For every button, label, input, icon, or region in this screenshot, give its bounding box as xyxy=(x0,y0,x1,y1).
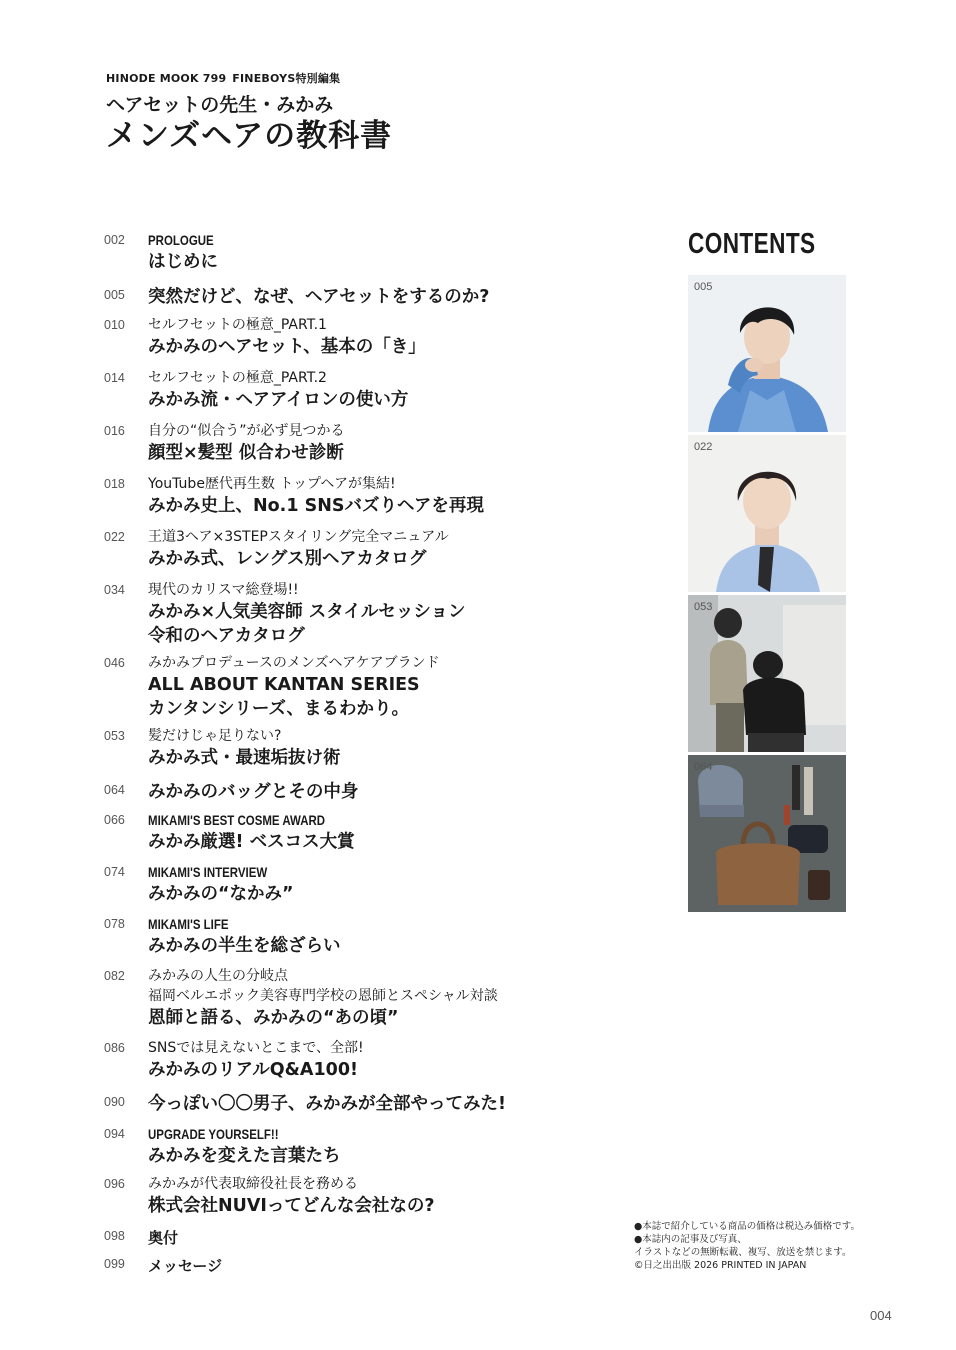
toc-kicker: 現代のカリスマ総登場!! xyxy=(148,582,299,598)
toc-entry-text xyxy=(148,914,341,958)
photo-label: 064 xyxy=(694,761,713,773)
toc-entry-text xyxy=(148,653,440,721)
toc-kicker: 王道3ヘア×3STEPスタイリング完全マニュアル xyxy=(148,529,449,545)
toc-page-number: 094 xyxy=(104,1127,125,1141)
toc-page-number: 018 xyxy=(104,477,125,491)
toc-entry-text xyxy=(148,285,489,309)
toc-entry-text xyxy=(148,966,498,1030)
toc-page-number: 046 xyxy=(104,656,125,670)
toc-entry-text xyxy=(148,368,408,412)
toc-title: 株式会社NUVIってどんな会社なの? xyxy=(148,1196,435,1216)
portrait-blue-shirt-image xyxy=(688,275,846,432)
toc-title: ALL ABOUT KANTAN SERIES xyxy=(148,675,420,695)
toc-page-number: 064 xyxy=(104,783,125,797)
toc-title: はじめに xyxy=(148,252,218,272)
toc-kicker: みかみプロデュースのメンズヘアケアブランド xyxy=(148,655,440,671)
toc-page-number: 086 xyxy=(104,1041,125,1055)
toc-page-number: 005 xyxy=(104,288,125,302)
toc-entry-text xyxy=(148,1092,506,1116)
toc-kicker: みかみの人生の分岐点 xyxy=(148,968,288,984)
toc-title: みかみのリアルQ&A100! xyxy=(148,1060,358,1080)
toc-entry-text xyxy=(148,1174,435,1218)
toc-title: 突然だけど、なぜ、ヘアセットをするのか? xyxy=(148,287,490,307)
page-number: 004 xyxy=(870,1308,892,1323)
toc-title: カンタンシリーズ、まるわかり。 xyxy=(148,699,410,719)
toc-page-number: 099 xyxy=(104,1257,125,1271)
toc-page-number: 098 xyxy=(104,1229,125,1243)
toc-title: みかみのバッグとその中身 xyxy=(148,782,359,802)
note-line: ●本誌で紹介している商品の価格は税込み価格です。 xyxy=(634,1221,861,1232)
book-title: メンズヘアの教科書 xyxy=(106,118,393,154)
toc-kicker: 福岡ベルエポック美容専門学校の恩師とスペシャル対談 xyxy=(148,988,498,1004)
photo-label: 022 xyxy=(694,441,713,453)
toc-page-number: 078 xyxy=(104,917,125,931)
photo-022 xyxy=(688,435,846,592)
toc-title: みかみ式・最速垢抜け術 xyxy=(148,748,341,768)
toc-entry-text xyxy=(148,810,364,854)
photo-064 xyxy=(688,755,846,912)
toc-title: みかみを変えた言葉たち xyxy=(148,1146,341,1166)
toc-kicker: セルフセットの極意_PART.1 xyxy=(148,317,327,333)
note-line: イラストなどの無断転載、複写、放送を禁じます。 xyxy=(634,1247,852,1258)
toc-entry-text xyxy=(148,1226,178,1250)
toc-entry-text xyxy=(148,315,426,359)
portrait-tie-image xyxy=(688,435,846,592)
toc-kicker: MIKAMI'S BEST COSME AWARD xyxy=(148,812,326,828)
photo-label: 005 xyxy=(694,281,713,293)
toc-page-number: 074 xyxy=(104,865,125,879)
toc-page-number: 016 xyxy=(104,424,125,438)
contents-heading: CONTENTS xyxy=(688,228,816,260)
toc-entry-text xyxy=(148,421,345,465)
toc-kicker: 自分の“似合う”が必ず見つかる xyxy=(148,423,345,439)
toc-page-number: 014 xyxy=(104,371,125,385)
toc-kicker: 髪だけじゃ足りない? xyxy=(148,728,282,744)
bag-contents-image xyxy=(688,755,846,912)
toc-page-number: 090 xyxy=(104,1095,125,1109)
toc-title: 奥付 xyxy=(148,1229,179,1247)
toc-kicker: YouTube歴代再生数 トップヘアが集結! xyxy=(148,476,396,492)
toc-entry-text xyxy=(148,527,449,571)
toc-title: みかみ×人気美容師 スタイルセッション xyxy=(148,602,466,622)
toc-entry-text xyxy=(148,580,466,648)
toc-page-number: 034 xyxy=(104,583,125,597)
toc-kicker: セルフセットの極意_PART.2 xyxy=(148,370,327,386)
toc-page-number: 082 xyxy=(104,969,125,983)
toc-title: みかみ式、レングス別ヘアカタログ xyxy=(148,549,427,569)
toc-kicker: PROLOGUE xyxy=(148,232,214,248)
header xyxy=(106,72,606,155)
toc-title: 今っぽい〇〇男子、みかみが全部やってみた! xyxy=(148,1094,506,1114)
toc-page-number: 010 xyxy=(104,318,125,332)
toc-kicker: SNSでは見えないとこまで、全部! xyxy=(148,1040,364,1056)
toc-page-number: 002 xyxy=(104,233,125,247)
toc-page-number: 053 xyxy=(104,729,125,743)
toc-title: 恩師と語る、みかみの“あの頃” xyxy=(148,1008,399,1028)
toc-kicker: みかみが代表取締役社長を務める xyxy=(148,1176,358,1192)
toc-entry-text xyxy=(148,474,484,518)
toc-title: みかみの半生を総ざらい xyxy=(148,936,341,956)
book-subtitle: ヘアセットの先生・みかみ xyxy=(106,94,334,116)
toc-page-number: 022 xyxy=(104,530,125,544)
photo-053 xyxy=(688,595,846,752)
series-label: HINODE MOOK 799 xyxy=(106,72,227,85)
toc-entry-text xyxy=(148,862,294,906)
toc-entry-text xyxy=(148,780,358,804)
toc-title: 令和のヘアカタログ xyxy=(148,626,305,646)
toc-title: 顔型×髪型 似合わせ診断 xyxy=(148,443,344,463)
toc-title: みかみ史上、No.1 SNSバズりヘアを再現 xyxy=(148,496,484,516)
toc-entry-text xyxy=(148,726,341,770)
edition-label: FINEBOYS特別編集 xyxy=(232,72,341,85)
toc-title: メッセージ xyxy=(148,1257,223,1275)
salon-scene-image xyxy=(688,595,846,752)
pre-title xyxy=(106,72,606,86)
toc-entry-text xyxy=(148,1124,341,1168)
note-line: ●本誌内の記事及び写真、 xyxy=(634,1234,747,1245)
toc-kicker: MIKAMI'S LIFE xyxy=(148,916,229,932)
toc-page-number: 096 xyxy=(104,1177,125,1191)
toc-entry-text xyxy=(148,230,228,274)
toc-title: みかみの“なかみ” xyxy=(148,884,294,904)
photo-005 xyxy=(688,275,846,432)
copyright: ©日之出出版 2026 PRINTED IN JAPAN xyxy=(634,1260,807,1271)
photo-label: 053 xyxy=(694,601,713,613)
toc-kicker: UPGRADE YOURSELF!! xyxy=(148,1126,279,1142)
notes xyxy=(634,1220,860,1272)
toc-title: みかみ流・ヘアアイロンの使い方 xyxy=(148,390,409,410)
toc-entry-text xyxy=(148,1038,364,1082)
toc-title: みかみのヘアセット、基本の「き」 xyxy=(148,337,426,357)
toc-entry-text xyxy=(148,1254,222,1278)
toc-kicker: MIKAMI'S INTERVIEW xyxy=(148,864,268,880)
toc-page-number: 066 xyxy=(104,813,125,827)
toc-title: みかみ厳選! ベスコス大賞 xyxy=(148,832,355,852)
